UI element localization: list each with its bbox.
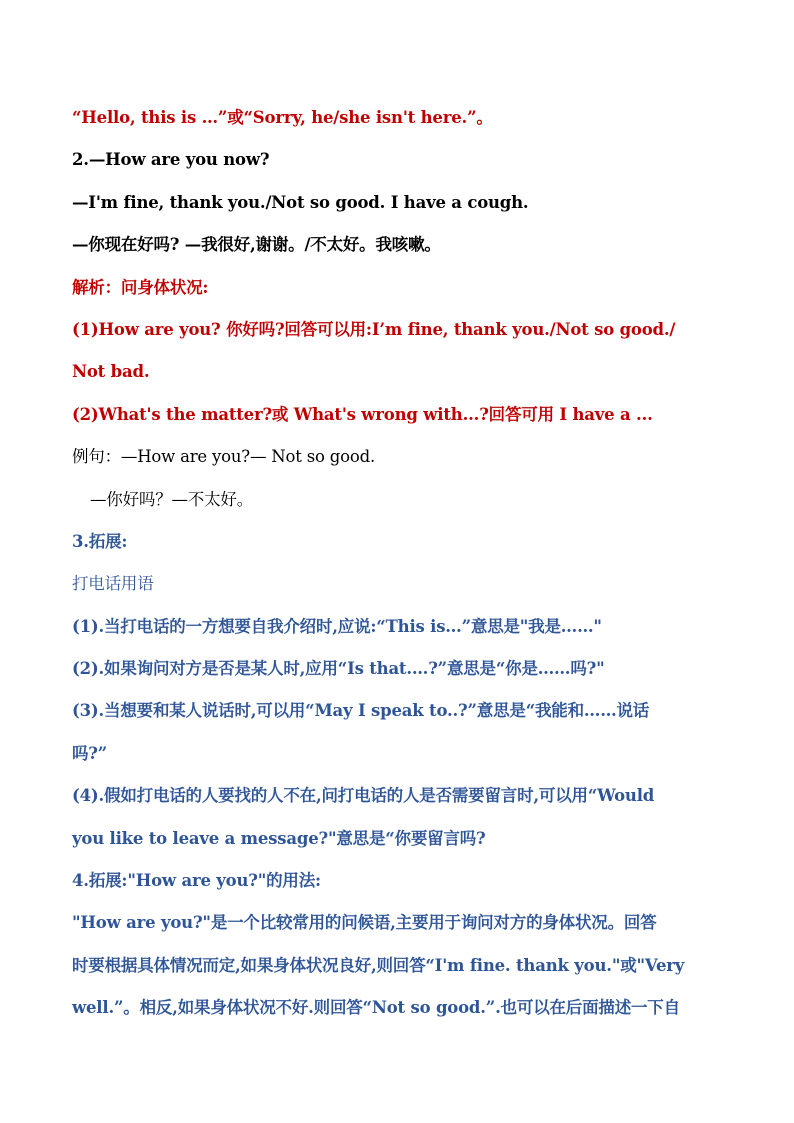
phone-phrase-2: (2).如果询问对方是否是某人时,应用“Is that.…?”意思是“你是……吗?"	[72, 659, 605, 679]
example-translation: —你好吗？—不太好。	[90, 489, 254, 509]
document-page	[72, 97, 732, 1030]
phone-phrase-3: (3).当想要和某人说话时,可以用“May I speak to..?”意思是“我能和……说话	[72, 701, 650, 721]
usage-paragraph-line-2: 时要根据具体情况而定,如果身体状况良好,则回答“I'm fine. thank you."或"Very	[72, 955, 685, 975]
usage-paragraph-line-1: "How are you?"是一个比较常用的问候语,主要用于询问对方的身体状况。回答	[72, 913, 657, 933]
phone-phrases-heading: 打电话用语	[72, 574, 154, 594]
analysis-point-2: (2)What's the matter?或 What's wrong with...?回答可用 I have a ...	[72, 404, 653, 424]
analysis-point-1-cont: Not bad.	[72, 362, 150, 382]
phone-reply-line: “Hello, this is …”或“Sorry, he/she isn't here.”。	[72, 108, 493, 127]
analysis-point-1: (1)How are you? 你好吗?回答可以用:I’m fine, thank you./Not so good./	[72, 319, 676, 339]
analysis-heading: 解析：问身体状况:	[72, 277, 209, 297]
phone-phrase-1: (1).当打电话的一方想要自我介绍时,应说:“This is…”意思是"我是……"	[72, 616, 602, 636]
phone-phrase-4: (4).假如打电话的人要找的人不在,问打电话的人是否需要留言时,可以用“Would	[72, 786, 655, 806]
phone-phrase-4-cont: you like to leave a message?"意思是“你要留言吗?	[72, 828, 486, 848]
usage-paragraph-line-3: well.”。相反,如果身体状况不好.则回答“Not so good.”.也可以在后面描述一下自	[72, 998, 680, 1018]
item-2-translation: —你现在好吗? —我很好,谢谢。/不太好。我咳嗽。	[72, 235, 441, 255]
extension-4-heading: 4.拓展:"How are you?"的用法:	[72, 871, 321, 891]
item-2-answer: —I'm fine, thank you./Not so good. I have a cough.	[72, 192, 529, 212]
example-sentence: 例句：—How are you?— Not so good.	[72, 447, 376, 467]
item-2-question: 2.—How are you now?	[72, 150, 270, 170]
extension-3-heading: 3.拓展:	[72, 531, 128, 551]
phone-phrase-3-cont: 吗?”	[72, 743, 108, 763]
